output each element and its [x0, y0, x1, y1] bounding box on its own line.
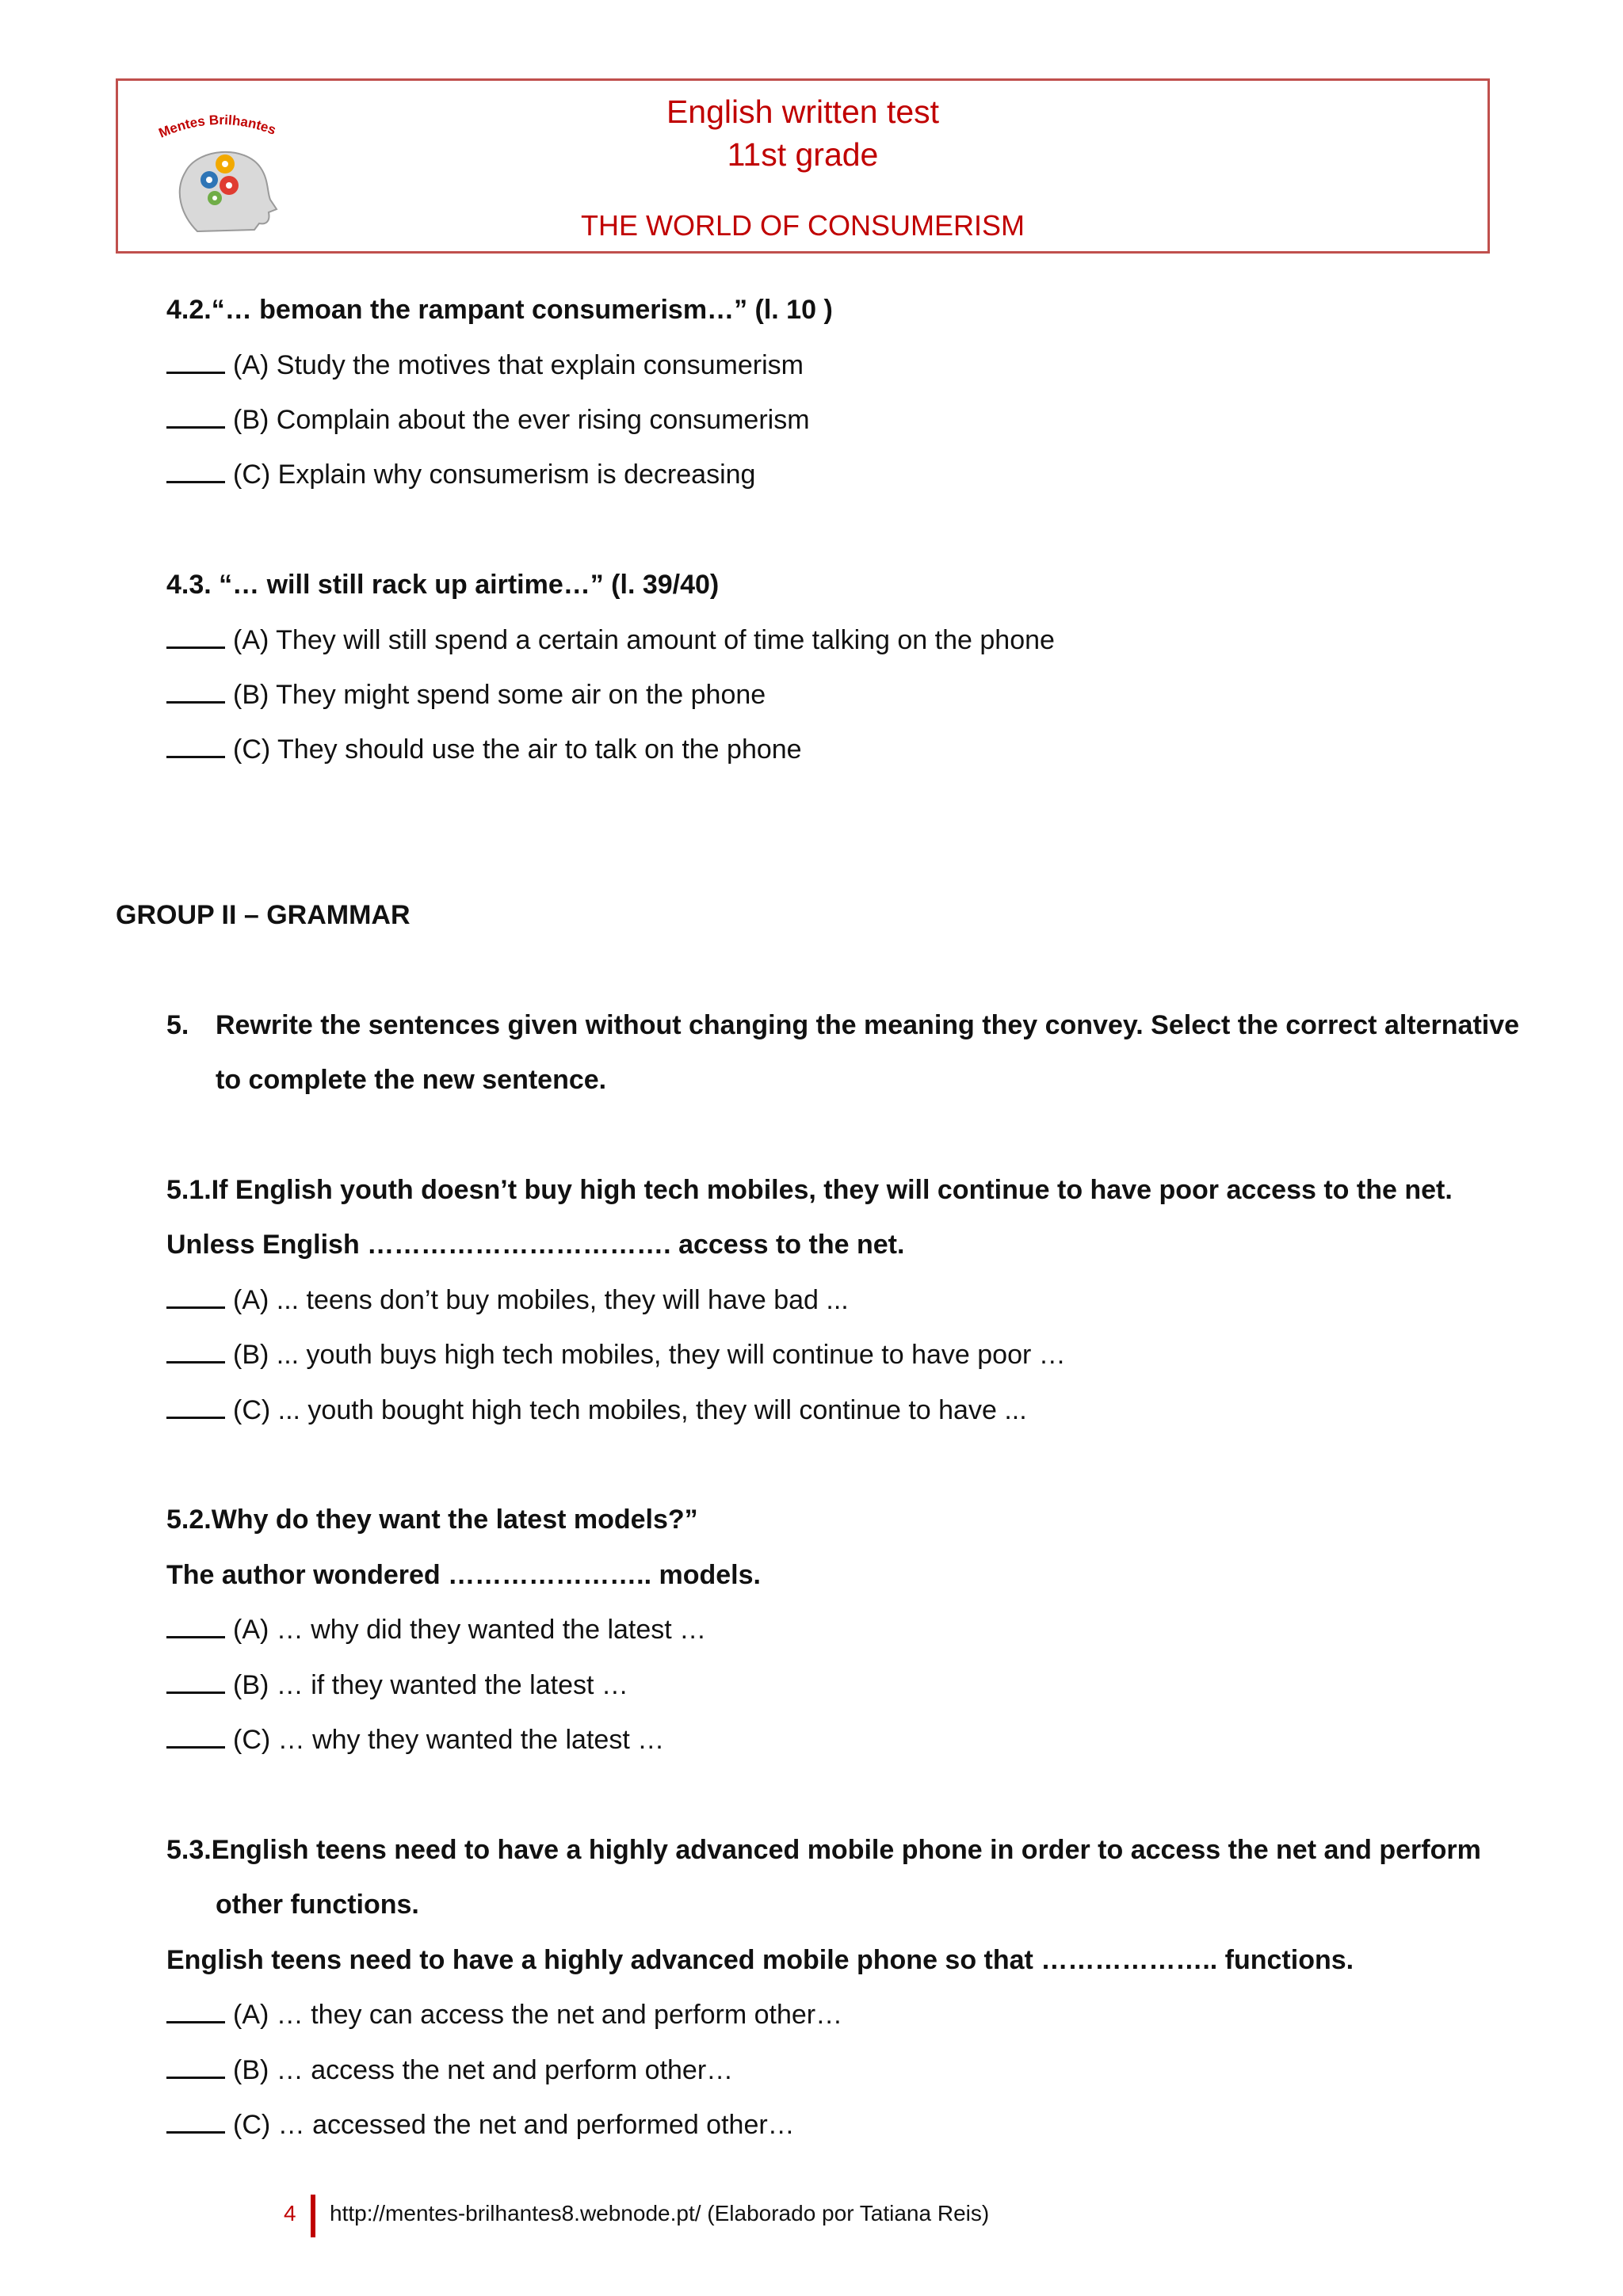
option-5-1-b[interactable]: [166, 1337, 1066, 1373]
option-text: (B) ... youth buys high tech mobiles, they will continue to have poor …: [233, 1340, 1066, 1370]
option-text: (A) They will still spend a certain amount of time talking on the phone: [233, 625, 1055, 655]
topic-title: THE WORLD OF CONSUMERISM: [580, 209, 1025, 242]
option-4-3-a[interactable]: [166, 622, 1055, 658]
footer-url[interactable]: http://mentes-brilhantes8.webnode.pt/ (Elaborado por Tatiana Reis): [330, 2201, 990, 2225]
question-5-line-1: [166, 1007, 1519, 1043]
option-text: (A) Study the motives that explain consumerism: [233, 350, 804, 380]
option-text: (C) … why they wanted the latest …: [233, 1725, 665, 1755]
option-text: (B) … access the net and perform other…: [233, 2055, 734, 2085]
group-2-heading: GROUP II – GRAMMAR: [116, 900, 411, 930]
answer-blank[interactable]: [166, 1393, 225, 1419]
question-4-2-heading: 4.2.“… bemoan the rampant consumerism…” (l. 10 ): [166, 295, 833, 325]
grade-title: 11st grade: [727, 136, 879, 173]
option-text: (C) … accessed the net and performed other…: [233, 2110, 795, 2140]
page-footer: [0, 2195, 1623, 2242]
question-5-3-heading-line-2: other functions.: [216, 1890, 419, 1920]
question-5-3-heading-line-1: 5.3.English teens need to have a highly advanced mobile phone in order to access the net and perform: [166, 1835, 1481, 1865]
option-text: (C) Explain why consumerism is decreasing: [233, 460, 756, 490]
option-text: (C) ... youth bought high tech mobiles, they will continue to have ...: [233, 1395, 1027, 1425]
option-5-3-c[interactable]: [166, 2107, 795, 2143]
option-4-2-b[interactable]: [166, 402, 810, 438]
option-5-1-a[interactable]: [166, 1282, 849, 1318]
option-4-2-c[interactable]: [166, 456, 755, 493]
answer-blank[interactable]: [166, 1337, 225, 1363]
option-text: (A) … why did they wanted the latest …: [233, 1615, 707, 1645]
option-5-2-a[interactable]: [166, 1611, 706, 1648]
question-5-2-heading: 5.2.Why do they want the latest models?”: [166, 1505, 698, 1535]
answer-blank[interactable]: [166, 2053, 225, 2079]
option-4-3-b[interactable]: [166, 677, 766, 713]
svg-text:Mentes Brilhantes: Mentes Brilhantes: [156, 112, 278, 141]
question-5-1-prompt: Unless English ……………………………. access to the net.: [166, 1230, 905, 1260]
question-5-1-heading: 5.1.If English youth doesn’t buy high tech mobiles, they will continue to have poor access to the net.: [166, 1175, 1453, 1205]
question-5-3-prompt: English teens need to have a highly advanced mobile phone so that ……………….. functions.: [166, 1945, 1354, 1975]
answer-blank[interactable]: [166, 732, 225, 758]
question-5-line-2: to complete the new sentence.: [216, 1065, 607, 1095]
answer-blank[interactable]: [166, 677, 225, 704]
option-text: (A) ... teens don’t buy mobiles, they will have bad ...: [233, 1285, 849, 1315]
answer-blank[interactable]: [166, 1722, 225, 1749]
answer-blank[interactable]: [166, 402, 225, 429]
answer-blank[interactable]: [166, 457, 225, 483]
answer-blank[interactable]: [166, 2107, 225, 2134]
option-text: (A) … they can access the net and perform other…: [233, 2000, 843, 2030]
option-text: (C) They should use the air to talk on the phone: [233, 734, 802, 765]
option-5-3-a[interactable]: [166, 1997, 842, 2033]
footer-divider: [311, 2195, 315, 2237]
page-number: 4: [284, 2201, 296, 2225]
option-5-1-c[interactable]: [166, 1392, 1027, 1428]
option-4-3-c[interactable]: [166, 731, 802, 768]
option-5-2-b[interactable]: [166, 1667, 628, 1703]
question-4-3-heading: 4.3. “… will still rack up airtime…” (l. 39/40): [166, 570, 720, 600]
option-5-3-b[interactable]: [166, 2052, 733, 2088]
answer-blank[interactable]: [166, 623, 225, 649]
question-5-number: 5.: [166, 1010, 189, 1040]
answer-blank[interactable]: [166, 1283, 225, 1309]
option-5-2-c[interactable]: [166, 1722, 664, 1758]
answer-blank[interactable]: [166, 1612, 225, 1638]
answer-blank[interactable]: [166, 1997, 225, 2023]
option-text: (B) … if they wanted the latest …: [233, 1670, 628, 1700]
option-4-2-a[interactable]: [166, 347, 804, 383]
test-title: English written test: [666, 93, 940, 130]
question-5-2-prompt: The author wondered ………………….. models.: [166, 1560, 761, 1590]
header-box: [116, 78, 1490, 254]
answer-blank[interactable]: [166, 1668, 225, 1694]
question-5-text: Rewrite the sentences given without changing the meaning they convey. Select the correct alternative: [216, 1010, 1520, 1040]
option-text: (B) They might spend some air on the phone: [233, 680, 766, 710]
option-text: (B) Complain about the ever rising consumerism: [233, 405, 810, 435]
answer-blank[interactable]: [166, 348, 225, 374]
